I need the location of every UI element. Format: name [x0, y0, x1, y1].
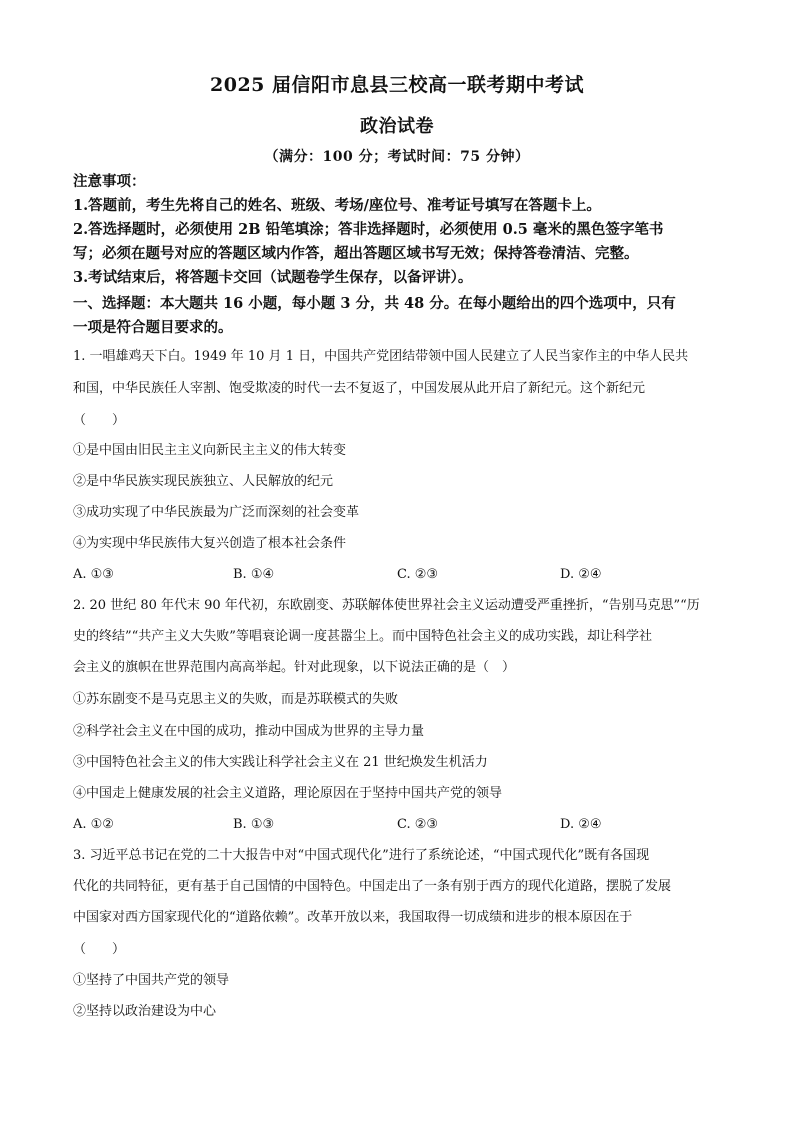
notes-heading: 注意事项： — [73, 173, 146, 190]
question-2-stem: 史的终结”“共产主义大失败”等唱衰论调一度甚嚣尘上。而中国特色社会主义的成功实践，却让科学社 — [73, 629, 652, 644]
section-heading: 一、选择题：本大题共 16 小题，每小题 3 分，共 48 分。在每小题给出的四个选项中，只有 — [73, 295, 676, 312]
option-b: B. ①③ — [233, 817, 275, 832]
question-2-options — [73, 816, 733, 834]
question-1-options — [73, 566, 733, 584]
option-c: C. ②③ — [397, 817, 439, 832]
exam-info: （满分：100 分；考试时间：75 分钟） — [264, 149, 530, 165]
note-line: 2.答选择题时，必须使用 2B 铅笔填涂；答非选择题时，必须使用 0.5 毫米的黑色签字笔书 — [73, 221, 664, 238]
option-a: A. ①③ — [73, 567, 114, 582]
question-2-stem: 2. 20 世纪 80 年代末 90 年代初，东欧剧变、苏联解体使世界社会主义运动遭受严重挫折，“告别马克思”“历 — [73, 598, 700, 613]
question-3-statement: ②坚持以政治建设为中心 — [73, 1004, 217, 1019]
option-d: D. ②④ — [560, 817, 602, 832]
question-3-stem: 代化的共同特征，更有基于自己国情的中国特色。中国走出了一条有别于西方的现代化道路，摆脱了发展 — [73, 879, 672, 894]
question-1-stem: 和国，中华民族任人宰割、饱受欺凌的时代一去不复返了，中国发展从此开启了新纪元。这个新纪元 — [73, 381, 646, 396]
question-1-statement: ②是中华民族实现民族独立、人民解放的纪元 — [73, 474, 334, 489]
option-a: A. ①② — [73, 817, 114, 832]
question-1-statement: ①是中国由旧民主主义向新民主主义的伟大转变 — [73, 443, 347, 458]
note-line: 1.答题前，考生先将自己的姓名、班级、考场/座位号、准考证号填写在答题卡上。 — [73, 197, 601, 214]
option-c: C. ②③ — [397, 567, 439, 582]
section-heading: 一项是符合题目要求的。 — [73, 319, 233, 336]
question-2-statement: ①苏东剧变不是马克思主义的失败，而是苏联模式的失败 — [73, 692, 399, 707]
question-1-stem: 1. 一唱雄鸡天下白。1949 年 10 月 1 日，中国共产党团结带领中国人民建立了人民当家作主的中华人民共 — [73, 349, 689, 364]
option-d: D. ②④ — [560, 567, 602, 582]
question-3-statement: ①坚持了中国共产党的领导 — [73, 973, 230, 988]
question-1-statement: ③成功实现了中华民族最为广泛而深刻的社会变革 — [73, 505, 360, 520]
note-line: 写；必须在题号对应的答题区域内作答，超出答题区域书写无效；保持答卷清洁、完整。 — [73, 245, 639, 262]
note-line: 3.考试结束后，将答题卡交回（试题卷学生保存，以备评讲）。 — [73, 269, 473, 286]
question-3-stem: 3. 习近平总书记在党的二十大报告中对“中国式现代化”进行了系统论述，“中国式现代化”既有各国现 — [73, 848, 650, 863]
question-1-statement: ④为实现中华民族伟大复兴创造了根本社会条件 — [73, 536, 347, 551]
question-3-stem: 中国家对西方国家现代化的“道路依赖”。改革开放以来，我国取得一切成绩和进步的根本原因在于 — [73, 910, 633, 925]
subject-title: 政治试卷 — [360, 116, 434, 137]
question-2-statement: ②科学社会主义在中国的成功，推动中国成为世界的主导力量 — [73, 724, 425, 739]
exam-title: 2025 届信阳市息县三校高一联考期中考试 — [210, 74, 584, 96]
question-3-blank: （ ） — [73, 942, 126, 957]
question-1-blank: （ ） — [73, 413, 126, 428]
question-2-statement: ③中国特色社会主义的伟大实践让科学社会主义在 21 世纪焕发生机活力 — [73, 755, 488, 770]
option-b: B. ①④ — [233, 567, 275, 582]
question-2-stem: 会主义的旗帜在世界范围内高高举起。针对此现象，以下说法正确的是（ ） — [73, 660, 516, 675]
question-2-statement: ④中国走上健康发展的社会主义道路，理论原因在于坚持中国共产党的领导 — [73, 786, 503, 801]
